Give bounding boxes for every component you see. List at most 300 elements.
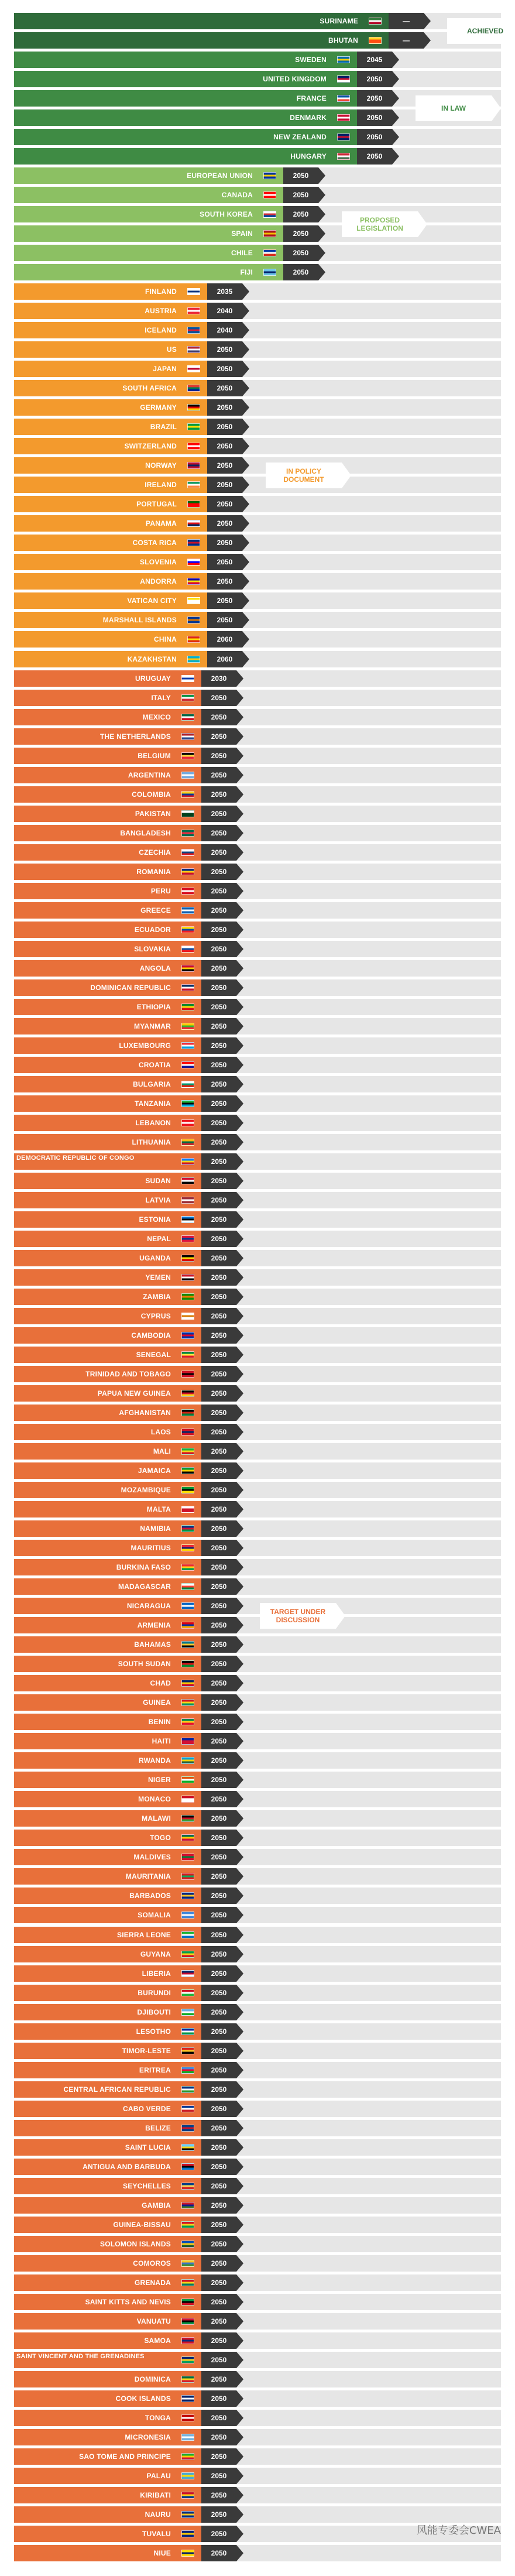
chart-row bbox=[0, 2159, 515, 2175]
chart-row bbox=[0, 612, 515, 628]
flag-icon bbox=[181, 1776, 194, 1783]
chart-row bbox=[0, 1888, 515, 1904]
country-bar bbox=[14, 457, 207, 474]
country-label: MALTA bbox=[146, 1505, 171, 1514]
chart-row bbox=[0, 1269, 515, 1286]
country-bar bbox=[14, 612, 207, 628]
year-arrow bbox=[236, 2062, 243, 2078]
chart-row bbox=[0, 1559, 515, 1575]
chart-row bbox=[0, 2448, 515, 2465]
year-label: 2050 bbox=[201, 2448, 236, 2465]
year-label: — bbox=[389, 13, 424, 29]
country-bar bbox=[14, 399, 207, 416]
year-arrow bbox=[236, 1153, 243, 1170]
chart-row bbox=[0, 1907, 515, 1923]
country-label: RWANDA bbox=[139, 1756, 171, 1765]
year-arrow bbox=[236, 1714, 243, 1730]
flag-icon bbox=[263, 249, 276, 256]
year-label: 2050 bbox=[357, 71, 392, 87]
year-label: 2050 bbox=[201, 1868, 236, 1885]
flag-icon bbox=[369, 18, 382, 25]
year-label: 2050 bbox=[283, 264, 318, 280]
country-bar bbox=[14, 2526, 201, 2542]
chart-row bbox=[0, 825, 515, 841]
country-label: BURKINA FASO bbox=[116, 1563, 171, 1572]
chart-row bbox=[0, 651, 515, 667]
country-label: CROATIA bbox=[138, 1060, 171, 1069]
year-arrow bbox=[236, 2274, 243, 2291]
year-label: 2045 bbox=[357, 52, 392, 68]
country-label: DJIBOUTI bbox=[137, 2008, 171, 2016]
year-arrow bbox=[236, 1057, 243, 1073]
year-label: 2050 bbox=[201, 1173, 236, 1189]
flag-icon bbox=[181, 1448, 194, 1455]
country-bar bbox=[14, 1636, 201, 1653]
year-label: 2050 bbox=[201, 2429, 236, 2445]
country-label: COLOMBIA bbox=[132, 790, 171, 799]
flag-icon bbox=[181, 2453, 194, 2460]
year-arrow bbox=[392, 71, 399, 87]
flag-icon bbox=[181, 907, 194, 914]
year-arrow bbox=[236, 825, 243, 841]
year-arrow bbox=[236, 1849, 243, 1865]
country-bar bbox=[14, 767, 201, 783]
flag-icon bbox=[181, 1390, 194, 1397]
year-arrow bbox=[236, 2526, 243, 2542]
country-bar bbox=[14, 1849, 201, 1865]
year-arrow bbox=[242, 457, 249, 474]
year-arrow bbox=[236, 2120, 243, 2136]
country-label: PALAU bbox=[146, 2471, 171, 2480]
country-bar bbox=[14, 2004, 201, 2020]
year-arrow bbox=[236, 2294, 243, 2310]
chart-row bbox=[0, 2255, 515, 2272]
chart-row bbox=[0, 457, 515, 474]
country-bar bbox=[14, 2332, 201, 2349]
year-label: 2050 bbox=[201, 1057, 236, 1073]
chart-row bbox=[0, 2101, 515, 2117]
chart-row bbox=[0, 1366, 515, 1382]
country-label: ITALY bbox=[151, 693, 171, 702]
flag-icon bbox=[181, 2260, 194, 2267]
year-arrow bbox=[318, 187, 325, 203]
flag-icon bbox=[181, 965, 194, 972]
country-label: GERMANY bbox=[140, 403, 177, 412]
country-label: LIBERIA bbox=[142, 1969, 171, 1978]
year-label: 2050 bbox=[201, 1520, 236, 1537]
year-arrow bbox=[236, 2159, 243, 2175]
flag-icon bbox=[187, 539, 200, 546]
year-arrow bbox=[236, 1888, 243, 1904]
flag-icon bbox=[263, 172, 276, 179]
country-bar bbox=[14, 1037, 201, 1054]
year-label: 2050 bbox=[201, 1134, 236, 1150]
chart-row bbox=[0, 1405, 515, 1421]
chart-row bbox=[0, 2004, 515, 2020]
year-arrow bbox=[236, 2023, 243, 2040]
year-arrow bbox=[236, 2506, 243, 2523]
year-label: 2050 bbox=[201, 1946, 236, 1962]
year-label: 2050 bbox=[201, 2371, 236, 2387]
country-bar bbox=[14, 1694, 201, 1711]
country-bar bbox=[14, 2410, 201, 2426]
chart-row bbox=[0, 2274, 515, 2291]
year-label: 2050 bbox=[201, 1714, 236, 1730]
flag-icon bbox=[181, 2067, 194, 2074]
year-label: 2050 bbox=[201, 2294, 236, 2310]
chart-row bbox=[0, 2023, 515, 2040]
country-label: HAITI bbox=[152, 1737, 171, 1746]
flag-icon bbox=[181, 791, 194, 798]
flag-icon bbox=[181, 810, 194, 817]
year-label: 2050 bbox=[201, 2236, 236, 2252]
year-label: 2050 bbox=[201, 1733, 236, 1749]
flag-icon bbox=[181, 1834, 194, 1841]
country-label: CHILE bbox=[231, 249, 253, 258]
flag-icon bbox=[263, 211, 276, 218]
year-arrow bbox=[236, 1559, 243, 1575]
year-label: 2050 bbox=[201, 786, 236, 803]
year-label: 2050 bbox=[201, 2159, 236, 2175]
country-bar bbox=[14, 206, 283, 222]
country-bar bbox=[14, 864, 201, 880]
country-label: SAINT KITTS AND NEVIS bbox=[85, 2297, 171, 2306]
chart-row bbox=[0, 1231, 515, 1247]
country-label: MYANMAR bbox=[134, 1022, 171, 1030]
country-bar bbox=[14, 1211, 201, 1228]
year-label: 2050 bbox=[201, 1327, 236, 1344]
year-arrow bbox=[236, 2468, 243, 2484]
flag-icon bbox=[263, 269, 276, 276]
flag-icon bbox=[181, 926, 194, 933]
flag-icon bbox=[181, 1680, 194, 1687]
year-label: 2050 bbox=[357, 90, 392, 107]
year-label: 2050 bbox=[201, 709, 236, 725]
chart-row bbox=[0, 515, 515, 532]
chart-row bbox=[0, 2506, 515, 2523]
country-bar bbox=[14, 283, 207, 300]
country-label: MAURITIUS bbox=[131, 1544, 171, 1553]
country-bar bbox=[14, 167, 283, 184]
country-label: JAMAICA bbox=[138, 1467, 171, 1475]
country-label: MONACO bbox=[138, 1795, 171, 1804]
flag-icon bbox=[187, 616, 200, 624]
country-bar bbox=[14, 2081, 201, 2098]
chart-row bbox=[0, 2236, 515, 2252]
chart-row bbox=[0, 2139, 515, 2156]
year-arrow bbox=[236, 1289, 243, 1305]
flag-icon bbox=[181, 1081, 194, 1088]
year-arrow bbox=[236, 979, 243, 996]
year-arrow bbox=[236, 2255, 243, 2272]
chart-row bbox=[0, 960, 515, 977]
year-label: 2050 bbox=[201, 1752, 236, 1769]
year-arrow bbox=[236, 1076, 243, 1092]
year-arrow bbox=[424, 32, 431, 49]
flag-icon bbox=[187, 365, 200, 372]
year-arrow bbox=[236, 941, 243, 957]
country-bar bbox=[14, 1810, 201, 1827]
flag-icon bbox=[187, 636, 200, 643]
flag-icon bbox=[181, 1931, 194, 1938]
year-arrow bbox=[236, 2197, 243, 2214]
chart-row bbox=[0, 1057, 515, 1073]
flag-icon bbox=[187, 385, 200, 392]
country-bar bbox=[14, 1057, 201, 1073]
country-bar bbox=[14, 535, 207, 551]
country-bar bbox=[14, 1965, 201, 1982]
chart-row bbox=[0, 438, 515, 454]
chart-row bbox=[0, 477, 515, 493]
country-bar bbox=[14, 1443, 201, 1460]
country-label: DOMINICAN REPUBLIC bbox=[90, 983, 171, 992]
flag-icon bbox=[181, 2125, 194, 2132]
watermark: 风能专委会CWEA bbox=[416, 2524, 501, 2537]
year-label: 2050 bbox=[201, 2178, 236, 2194]
flag-icon bbox=[337, 114, 350, 121]
country-bar bbox=[14, 419, 207, 435]
chart-row bbox=[0, 2120, 515, 2136]
flag-icon bbox=[181, 1409, 194, 1416]
year-arrow bbox=[236, 1752, 243, 1769]
year-arrow bbox=[236, 709, 243, 725]
year-label: 2050 bbox=[201, 1810, 236, 1827]
country-bar bbox=[14, 1366, 201, 1382]
country-label: GUINEA-BISSAU bbox=[113, 2220, 171, 2229]
group-label: IN POLICY DOCUMENT bbox=[266, 463, 342, 488]
year-label: 2050 bbox=[201, 1482, 236, 1498]
country-bar bbox=[14, 1173, 201, 1189]
year-label: 2050 bbox=[357, 148, 392, 165]
country-bar bbox=[14, 2023, 201, 2040]
country-bar bbox=[14, 902, 201, 919]
flag-icon bbox=[181, 1003, 194, 1010]
flag-icon bbox=[181, 1660, 194, 1667]
year-label: 2050 bbox=[201, 941, 236, 957]
chart-row bbox=[0, 399, 515, 416]
year-arrow bbox=[236, 1810, 243, 1827]
chart-row bbox=[0, 1308, 515, 1324]
flag-icon bbox=[187, 559, 200, 566]
year-arrow bbox=[236, 864, 243, 880]
country-label: LUXEMBOURG bbox=[119, 1041, 171, 1050]
country-label: LEBANON bbox=[135, 1118, 171, 1127]
flag-icon bbox=[181, 1602, 194, 1609]
flag-icon bbox=[187, 462, 200, 469]
country-label: SOUTH AFRICA bbox=[122, 384, 177, 393]
country-bar bbox=[14, 1327, 201, 1344]
country-label: BRAZIL bbox=[150, 423, 177, 431]
year-arrow bbox=[242, 322, 249, 338]
country-bar bbox=[14, 2197, 201, 2214]
year-label: 2050 bbox=[201, 1636, 236, 1653]
country-bar bbox=[14, 109, 357, 126]
country-label: LITHUANIA bbox=[132, 1138, 171, 1146]
chart-row bbox=[0, 709, 515, 725]
country-label: THE NETHERLANDS bbox=[99, 732, 171, 741]
year-label: 2050 bbox=[207, 457, 242, 474]
country-label: COOK ISLANDS bbox=[115, 2394, 171, 2403]
flag-icon bbox=[337, 95, 350, 102]
country-bar bbox=[14, 1385, 201, 1402]
year-arrow bbox=[242, 535, 249, 551]
country-bar bbox=[14, 1308, 201, 1324]
country-bar bbox=[14, 690, 201, 706]
country-label: GREECE bbox=[140, 906, 171, 914]
year-arrow bbox=[242, 380, 249, 396]
country-label: SEYCHELLES bbox=[122, 2181, 171, 2190]
flag-icon bbox=[187, 501, 200, 508]
chart-row bbox=[0, 844, 515, 861]
flag-icon bbox=[181, 1506, 194, 1513]
flag-icon bbox=[181, 1796, 194, 1803]
country-bar bbox=[14, 1772, 201, 1788]
year-label: 2050 bbox=[201, 864, 236, 880]
chart-row bbox=[0, 2294, 515, 2310]
year-arrow bbox=[318, 206, 325, 222]
country-bar bbox=[14, 1424, 201, 1440]
chart-row bbox=[0, 1424, 515, 1440]
year-arrow bbox=[236, 806, 243, 822]
flag-icon bbox=[181, 1738, 194, 1745]
flag-icon bbox=[181, 2356, 194, 2363]
year-label: 2050 bbox=[201, 1598, 236, 1614]
country-label: MOZAMBIQUE bbox=[121, 1486, 171, 1495]
year-arrow bbox=[242, 554, 249, 570]
country-bar bbox=[14, 709, 201, 725]
year-label: 2050 bbox=[207, 573, 242, 590]
chart-row bbox=[0, 979, 515, 996]
country-label: CYPRUS bbox=[140, 1312, 171, 1320]
country-label: PAKISTAN bbox=[135, 809, 171, 818]
flag-icon bbox=[263, 230, 276, 237]
chart-row bbox=[0, 2332, 515, 2349]
flag-icon bbox=[181, 2241, 194, 2248]
year-label: 2040 bbox=[207, 303, 242, 319]
chart-row bbox=[0, 1385, 515, 1402]
year-label: 2050 bbox=[201, 1540, 236, 1556]
year-arrow bbox=[318, 167, 325, 184]
year-arrow bbox=[392, 148, 399, 165]
group-label: IN LAW bbox=[416, 95, 492, 121]
year-label: 2050 bbox=[201, 1927, 236, 1943]
year-arrow bbox=[236, 1965, 243, 1982]
flag-icon bbox=[181, 1583, 194, 1590]
year-arrow bbox=[236, 960, 243, 977]
country-bar bbox=[14, 2274, 201, 2291]
country-bar bbox=[14, 1250, 201, 1266]
country-label: ECUADOR bbox=[134, 925, 171, 934]
year-arrow bbox=[236, 2390, 243, 2407]
flag-icon bbox=[181, 714, 194, 721]
chart-row bbox=[0, 1462, 515, 1479]
year-label: 2050 bbox=[201, 1849, 236, 1865]
chart-row bbox=[0, 1772, 515, 1788]
year-arrow bbox=[236, 1405, 243, 1421]
country-label: GUYANA bbox=[140, 1950, 171, 1958]
year-arrow bbox=[236, 2410, 243, 2426]
chart-row bbox=[0, 1617, 515, 1633]
flag-icon bbox=[181, 1332, 194, 1339]
chart-row bbox=[0, 225, 515, 242]
year-arrow bbox=[242, 283, 249, 300]
year-arrow bbox=[236, 1927, 243, 1943]
year-arrow bbox=[236, 1211, 243, 1228]
year-arrow bbox=[236, 2178, 243, 2194]
flag-icon bbox=[181, 1235, 194, 1242]
year-label: 2050 bbox=[201, 2332, 236, 2349]
chart-row bbox=[0, 1985, 515, 2001]
year-arrow bbox=[236, 2313, 243, 2330]
chart-row bbox=[0, 283, 515, 300]
group-label: ACHIEVED bbox=[447, 18, 515, 44]
flag-icon bbox=[181, 1429, 194, 1436]
country-label: LATVIA bbox=[145, 1195, 171, 1204]
flag-icon bbox=[181, 2221, 194, 2228]
country-bar bbox=[14, 2545, 201, 2561]
year-arrow bbox=[236, 1907, 243, 1923]
country-bar bbox=[14, 1289, 201, 1305]
year-arrow bbox=[236, 1772, 243, 1788]
year-arrow bbox=[236, 1134, 243, 1150]
year-arrow bbox=[236, 2004, 243, 2020]
year-arrow bbox=[236, 2448, 243, 2465]
year-arrow bbox=[236, 728, 243, 745]
country-bar bbox=[14, 2178, 201, 2194]
country-bar bbox=[14, 1540, 201, 1556]
flag-icon bbox=[187, 307, 200, 314]
flag-icon bbox=[337, 153, 350, 160]
chart-row bbox=[0, 167, 515, 184]
country-bar bbox=[14, 1927, 201, 1943]
country-bar bbox=[14, 264, 283, 280]
year-arrow bbox=[236, 902, 243, 919]
year-label: 2050 bbox=[201, 1656, 236, 1672]
country-label: ARMENIA bbox=[137, 1621, 171, 1630]
flag-icon bbox=[181, 2298, 194, 2306]
year-arrow bbox=[236, 2101, 243, 2117]
chart-row bbox=[0, 902, 515, 919]
country-label: MADAGASCAR bbox=[118, 1582, 171, 1591]
flag-icon bbox=[181, 1892, 194, 1899]
chart-row bbox=[0, 52, 515, 68]
year-label: 2050 bbox=[201, 2313, 236, 2330]
chart-row bbox=[0, 206, 515, 222]
year-label: 2050 bbox=[201, 1559, 236, 1575]
country-label: SAMOA bbox=[144, 2336, 171, 2345]
year-label: 2050 bbox=[201, 2120, 236, 2136]
country-label: VANUATU bbox=[136, 2317, 171, 2325]
flag-icon bbox=[181, 1544, 194, 1551]
country-label: BARBADOS bbox=[129, 1892, 171, 1900]
year-label: 2050 bbox=[201, 2410, 236, 2426]
country-label: MEXICO bbox=[142, 712, 171, 721]
group-label: TARGET UNDER DISCUSSION bbox=[260, 1603, 336, 1629]
country-bar bbox=[14, 515, 207, 532]
flag-icon bbox=[181, 868, 194, 875]
year-label: 2050 bbox=[207, 515, 242, 532]
flag-icon bbox=[181, 1467, 194, 1474]
country-bar bbox=[14, 2352, 201, 2368]
country-bar bbox=[14, 2139, 201, 2156]
country-label: SURINAME bbox=[320, 17, 358, 25]
year-arrow bbox=[236, 2217, 243, 2233]
country-label: NIGER bbox=[147, 1776, 171, 1784]
flag-icon bbox=[187, 327, 200, 334]
year-label: 2050 bbox=[207, 341, 242, 358]
country-label: SOMALIA bbox=[138, 1911, 171, 1920]
year-label: 2050 bbox=[201, 844, 236, 861]
